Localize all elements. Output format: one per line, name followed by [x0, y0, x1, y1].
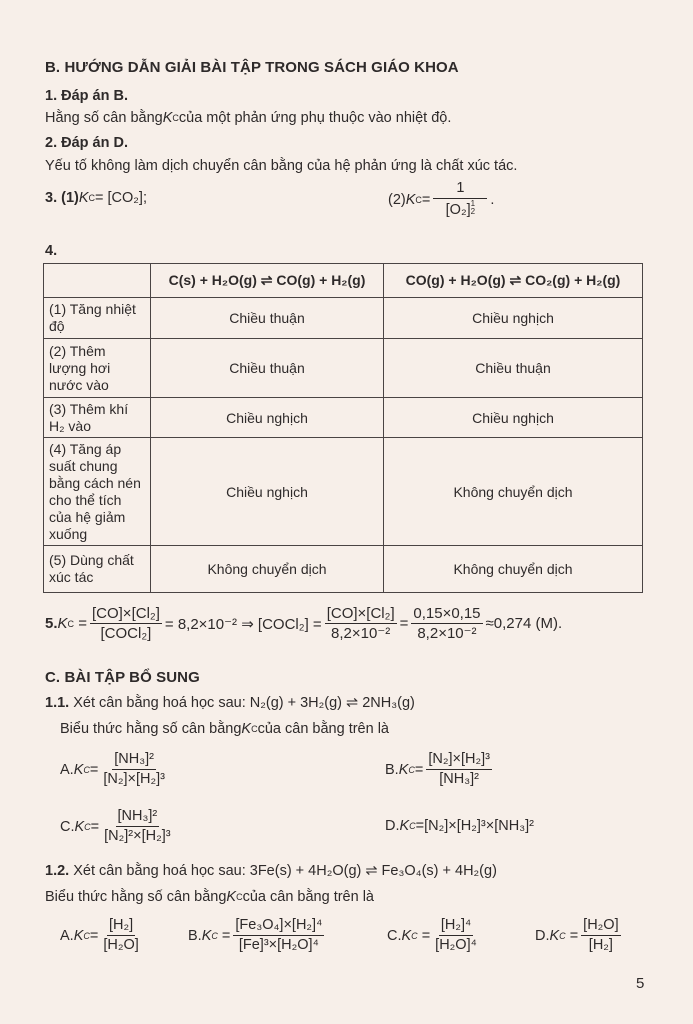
table-row: (4) Tăng áp suất chung bằng cách nén cho thể tích của hệ giảm xuống Chiều nghịch Không chuyển dịch [44, 438, 643, 546]
section-c-heading: C. BÀI TẬP BỔ SUNG [45, 669, 200, 686]
section-b-heading: B. HƯỚNG DẪN GIẢI BÀI TẬP TRONG SÁCH GIÁO KHOA [45, 59, 459, 76]
q3-fraction: 1 [O₂] 1 2 [433, 180, 487, 219]
table-header-row [44, 264, 643, 298]
q2-answer: 2. Đáp án D. [45, 135, 128, 151]
q1-1-option-a[interactable]: A. K C = $\frac{\text{[NH₃]²}}{\text{[N₂]×[H₂]³}}$ [60, 751, 165, 787]
q1-2-option-c[interactable]: C. K C = $\frac{\text{[H₂]⁴}}{\text{[H₂O]⁴}}$ [387, 917, 477, 953]
table-row: (5) Dùng chất xúc tác Không chuyển dịch Không chuyển dịch [44, 546, 643, 593]
q1-2-statement: 1.2. Xét cân bằng hoá học sau: 3Fe(s) + 4H₂O(g) ⇌ Fe₃O₄(s) + 4H₂(g) [45, 863, 497, 879]
q1-answer: 1. Đáp án B. [45, 88, 128, 104]
q1-explanation: Hằng số cân bằng K C của một phản ứng phụ thuộc vào nhiệt độ. [45, 110, 452, 126]
q5-solution: 5. K C = $\frac{\text{[CO]×[Cl₂]}}{\text{[COCl₂]}}$ = 8,2×10⁻² ⇒ [COCl₂] = $\frac{\text{[CO]×[Cl₂]}}{\text{8,2×10⁻²}}$ = $\frac{0,15\times 0,15}{\text{8,2×10⁻²}}$ ≈0,274 (M). [45, 605, 563, 642]
q1-2-option-b[interactable]: B. K C = $\frac{\text{[Fe₃O₄]×[H₂]⁴}}{\text{[Fe]³×[H₂O]⁴}}$ [188, 917, 323, 953]
q4-table [43, 263, 643, 593]
q1-1-option-d[interactable]: D. K C = [N₂]×[H₂]³×[NH₃]² [385, 818, 534, 834]
table-row: (3) Thêm khí H₂ vào Chiều nghịch Chiều nghịch [44, 398, 643, 438]
header-reaction-2: CO(g) + H₂O(g) ⇌ CO₂(g) + H₂(g) [384, 264, 643, 298]
q3-part2: (2) K C = 1 [O₂] 1 2 . [388, 180, 495, 218]
page-number: 5 [636, 975, 645, 992]
q4-label: 4. [45, 243, 58, 259]
q1-2-option-d[interactable]: D. K C = $\frac{\text{[H₂O]}}{\text{[H₂]}}$ [535, 917, 619, 953]
q1-1-option-c[interactable]: C. K C = $\frac{\text{[NH₃]²}}{\text{[N₂]²×[H₂]³}}$ [60, 808, 171, 844]
q1-1-statement: 1.1. Xét cân bằng hoá học sau: N₂(g) + 3H₂(g) ⇌ 2NH₃(g) [45, 695, 415, 711]
table-row: (1) Tăng nhiệt độ Chiều thuận Chiều nghịch [44, 298, 643, 339]
header-reaction-1: C(s) + H₂O(g) ⇌ CO(g) + H₂(g) [151, 264, 384, 298]
q1-1-prompt: Biểu thức hằng số cân bằng K C của cân bằng trên là [60, 721, 389, 737]
q3-part1: 3. (1) K C = [CO₂]; [45, 190, 147, 206]
q1-2-option-a[interactable]: A. K C = $\frac{\text{[H₂]}}{\text{[H₂O]}}$ [60, 917, 139, 953]
q1-1-option-b[interactable]: B. K C = $\frac{\text{[N₂]×[H₂]³}}{\text{[NH₃]²}}$ [385, 751, 490, 787]
q2-explanation: Yếu tố không làm dịch chuyển cân bằng của hệ phản ứng là chất xúc tác. [45, 158, 518, 174]
q1-2-prompt: Biểu thức hằng số cân bằng K C của cân bằng trên là [45, 889, 374, 905]
table-row: (2) Thêm lượng hơi nước vào Chiều thuận Chiều thuận [44, 339, 643, 398]
